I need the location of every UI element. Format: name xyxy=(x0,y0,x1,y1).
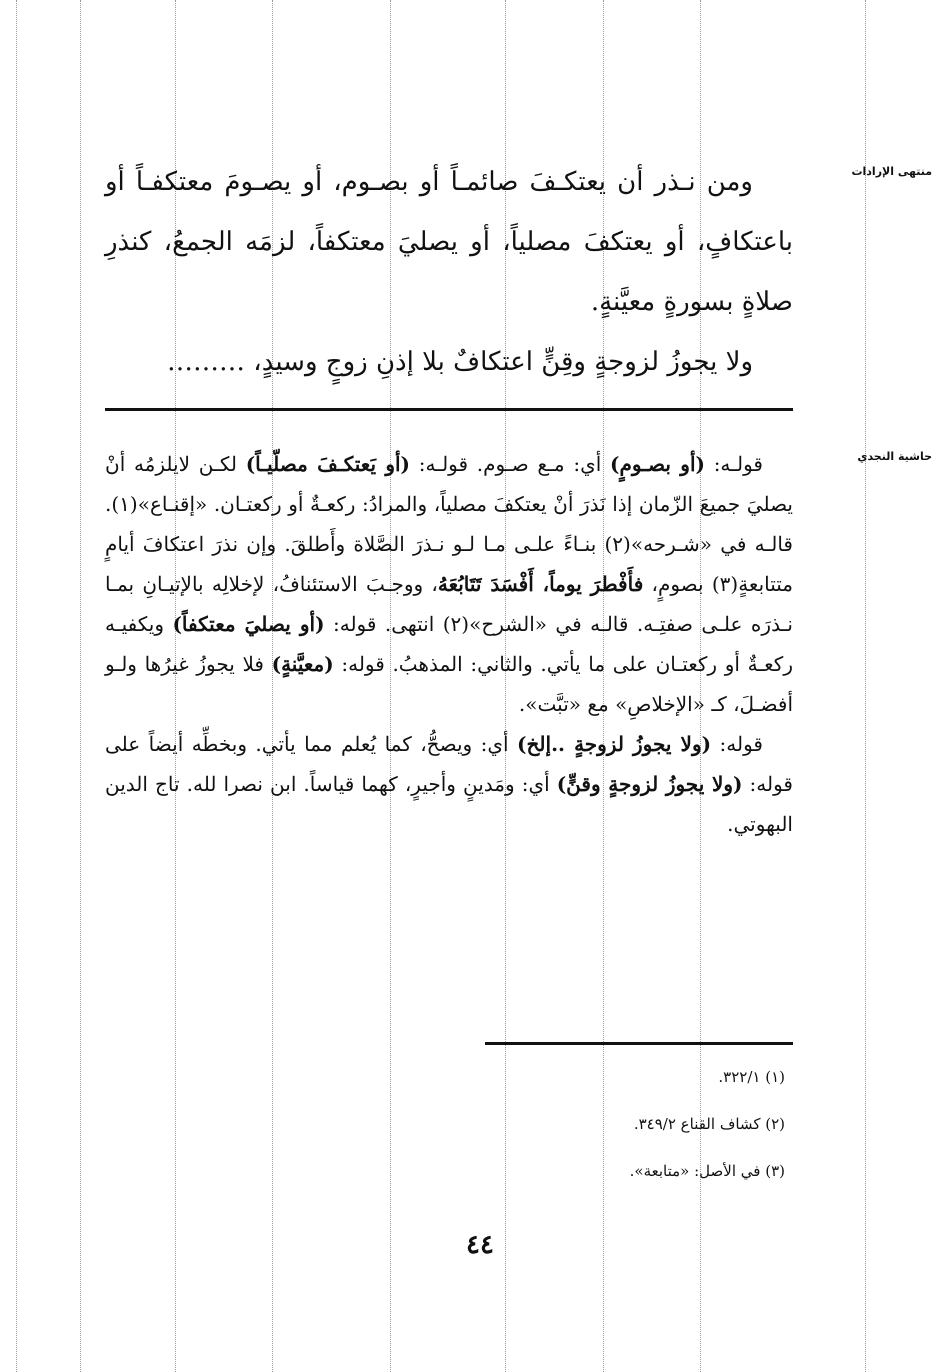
footnotes xyxy=(480,1054,785,1195)
commentary-text: أي: ويصحُّ، كما يُعلم مما يأتي. وبخطِّه أيضاً على قوله: xyxy=(105,732,793,796)
hashiya-text xyxy=(105,444,793,844)
commentary-text: أي: ومَدينٍ وأجيرٍ، كهما قياساً. ابن نصرا لله. تاج الدين البهوتي. xyxy=(105,772,793,836)
quoted-lemma: (أو يصليَ معتكفاً) xyxy=(172,612,325,636)
quoted-lemma: (أو بصـومٍ) xyxy=(610,452,705,476)
page-number: ٤٤ xyxy=(466,1230,494,1260)
commentary-text: قولـه: xyxy=(704,452,763,476)
quoted-lemma: (ولا يجوزُ لزوجةٍ ..إلخ) xyxy=(517,732,712,756)
matn-sentence: ولا يجوزُ لزوجةٍ وقِنٍّ اعتكافٌ بلا إذنِ زوجٍ وسيدٍ، xyxy=(253,347,753,377)
commentary-text: فلا يجوزُ غيرُها ولـو أفضـلَ، كـ «الإخلاصِ» مع «تبَّت». xyxy=(105,652,793,716)
hashiya-paragraph xyxy=(105,444,793,724)
scan-dotted-line xyxy=(16,0,17,1372)
section-divider xyxy=(105,408,793,411)
ellipsis-dots: ……… xyxy=(167,347,246,377)
quoted-lemma: (ولا يجوزُ لزوجةٍ وقنٍّ) xyxy=(556,772,743,796)
commentary-text: أي: مـع صـوم. قولـه: xyxy=(410,452,611,476)
matn-paragraph: ومن نـذر أن يعتكـفَ صائمـاً أو بصـوم، أو يصـومَ معتكفـاً أو باعتكافٍ، أو يعتكفَ مصلياً، أو يصليَ معتكفاً، لزمَه الجمعُ، كنذرِ صلاةٍ بسورةٍ معيَّنةٍ. xyxy=(105,167,793,317)
matn-text xyxy=(105,152,793,392)
side-label-hashiya: حاشية النجدي xyxy=(857,450,932,463)
footnote-item: (١) ٣٢٢/١. xyxy=(718,1068,785,1086)
commentary-text: لكـن لايلزمُه أنْ يصليَ جميعَ الزّمان إذا نَذرَ أنْ يعتكفَ مصلياً، والمرادُ: ركعـةٌ أو ركعتـان. «إقنـاع»(١). قالـه في «شـرحه»(٢) بنـاءً علـى مـا لـو نـذرَ الصَّلاة وأَطلقَ. وإن نذرَ اعتكافَ أيامٍ متتابعةٍ(٣) بصومٍ، xyxy=(105,452,794,596)
commentary-text: ، ووجـبَ الاستئنافُ، لإخلالِه بالإتيـانِ بمـا نـذرَه علـى صفتِـه. قالـه في «الشرح»(٢) انتهى. قوله: xyxy=(105,572,793,636)
quoted-lemma: (أو يَعتكـفَ مصلّيـاً) xyxy=(245,452,411,476)
commentary-text: قوله: xyxy=(711,732,763,756)
hashiya-paragraph xyxy=(105,724,793,844)
footnote-item: (٣) في الأصل: «متابعة». xyxy=(629,1162,785,1180)
footnote-divider xyxy=(485,1042,793,1045)
scan-dotted-line xyxy=(80,0,81,1372)
side-label-matn: منتهى الإرادات xyxy=(851,165,932,178)
quoted-lemma: (معيَّنةٍ) xyxy=(271,652,334,676)
scan-dotted-line xyxy=(865,0,866,1372)
emphasized-text: فأَفْطرَ يوماً، أَفْسَدَ تَتَابُعَهُ xyxy=(437,572,644,596)
footnote-item: (٢) كشاف القناع ٣٤٩/٢. xyxy=(633,1115,785,1133)
matn-paragraph xyxy=(105,332,793,392)
commentary-text: ويكفيـه ركعـةٌ أو ركعتـان على ما يأتي. والثاني: المذهبُ. قوله: xyxy=(105,612,793,676)
